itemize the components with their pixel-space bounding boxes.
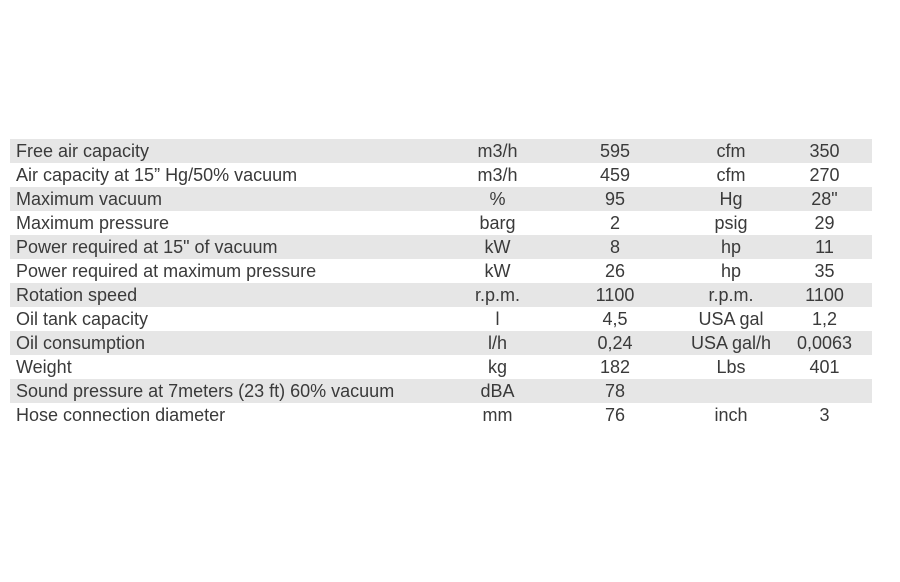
imperial-unit: [685, 379, 777, 403]
spec-row: [10, 331, 872, 355]
metric-value: 8: [545, 235, 685, 259]
spec-row: [10, 235, 872, 259]
spec-label: Oil tank capacity: [10, 307, 450, 331]
imperial-unit: r.p.m.: [685, 283, 777, 307]
spec-row: [10, 283, 872, 307]
metric-unit: l/h: [450, 331, 545, 355]
spec-label: Power required at 15" of vacuum: [10, 235, 450, 259]
spec-row: [10, 139, 872, 163]
imperial-value: [777, 379, 872, 403]
imperial-value: 1,2: [777, 307, 872, 331]
imperial-unit: inch: [685, 403, 777, 427]
imperial-unit: USA gal: [685, 307, 777, 331]
metric-unit: kW: [450, 259, 545, 283]
metric-unit: kg: [450, 355, 545, 379]
metric-value: 95: [545, 187, 685, 211]
spec-label: Free air capacity: [10, 139, 450, 163]
imperial-value: 28": [777, 187, 872, 211]
metric-value: 78: [545, 379, 685, 403]
imperial-unit: cfm: [685, 163, 777, 187]
metric-value: 1100: [545, 283, 685, 307]
imperial-value: 350: [777, 139, 872, 163]
imperial-unit: USA gal/h: [685, 331, 777, 355]
specifications-table: [10, 139, 872, 427]
metric-value: 26: [545, 259, 685, 283]
imperial-value: 29: [777, 211, 872, 235]
metric-unit: m3/h: [450, 139, 545, 163]
metric-unit: m3/h: [450, 163, 545, 187]
metric-value: 595: [545, 139, 685, 163]
specifications-table-body: [10, 139, 872, 427]
imperial-value: 270: [777, 163, 872, 187]
spec-label: Sound pressure at 7meters (23 ft) 60% vacuum: [10, 379, 450, 403]
spec-label: Hose connection diameter: [10, 403, 450, 427]
spec-row: [10, 187, 872, 211]
spec-row: [10, 307, 872, 331]
imperial-value: 11: [777, 235, 872, 259]
imperial-value: 1100: [777, 283, 872, 307]
imperial-value: 401: [777, 355, 872, 379]
spec-label: Weight: [10, 355, 450, 379]
metric-value: 459: [545, 163, 685, 187]
metric-unit: l: [450, 307, 545, 331]
spec-row: [10, 355, 872, 379]
imperial-unit: Lbs: [685, 355, 777, 379]
metric-value: 0,24: [545, 331, 685, 355]
spec-label: Rotation speed: [10, 283, 450, 307]
spec-row: [10, 259, 872, 283]
metric-unit: barg: [450, 211, 545, 235]
spec-label: Oil consumption: [10, 331, 450, 355]
spec-row: [10, 211, 872, 235]
imperial-unit: Hg: [685, 187, 777, 211]
metric-value: 4,5: [545, 307, 685, 331]
spec-row: [10, 379, 872, 403]
spec-label: Maximum pressure: [10, 211, 450, 235]
spec-row: [10, 403, 872, 427]
metric-unit: r.p.m.: [450, 283, 545, 307]
metric-value: 182: [545, 355, 685, 379]
imperial-value: 3: [777, 403, 872, 427]
metric-value: 2: [545, 211, 685, 235]
spec-label: Air capacity at 15” Hg/50% vacuum: [10, 163, 450, 187]
spec-label: Maximum vacuum: [10, 187, 450, 211]
spec-row: [10, 163, 872, 187]
metric-unit: %: [450, 187, 545, 211]
imperial-value: 0,0063: [777, 331, 872, 355]
spec-label: Power required at maximum pressure: [10, 259, 450, 283]
imperial-unit: cfm: [685, 139, 777, 163]
metric-value: 76: [545, 403, 685, 427]
imperial-unit: hp: [685, 235, 777, 259]
metric-unit: dBA: [450, 379, 545, 403]
metric-unit: kW: [450, 235, 545, 259]
imperial-unit: hp: [685, 259, 777, 283]
metric-unit: mm: [450, 403, 545, 427]
imperial-value: 35: [777, 259, 872, 283]
imperial-unit: psig: [685, 211, 777, 235]
